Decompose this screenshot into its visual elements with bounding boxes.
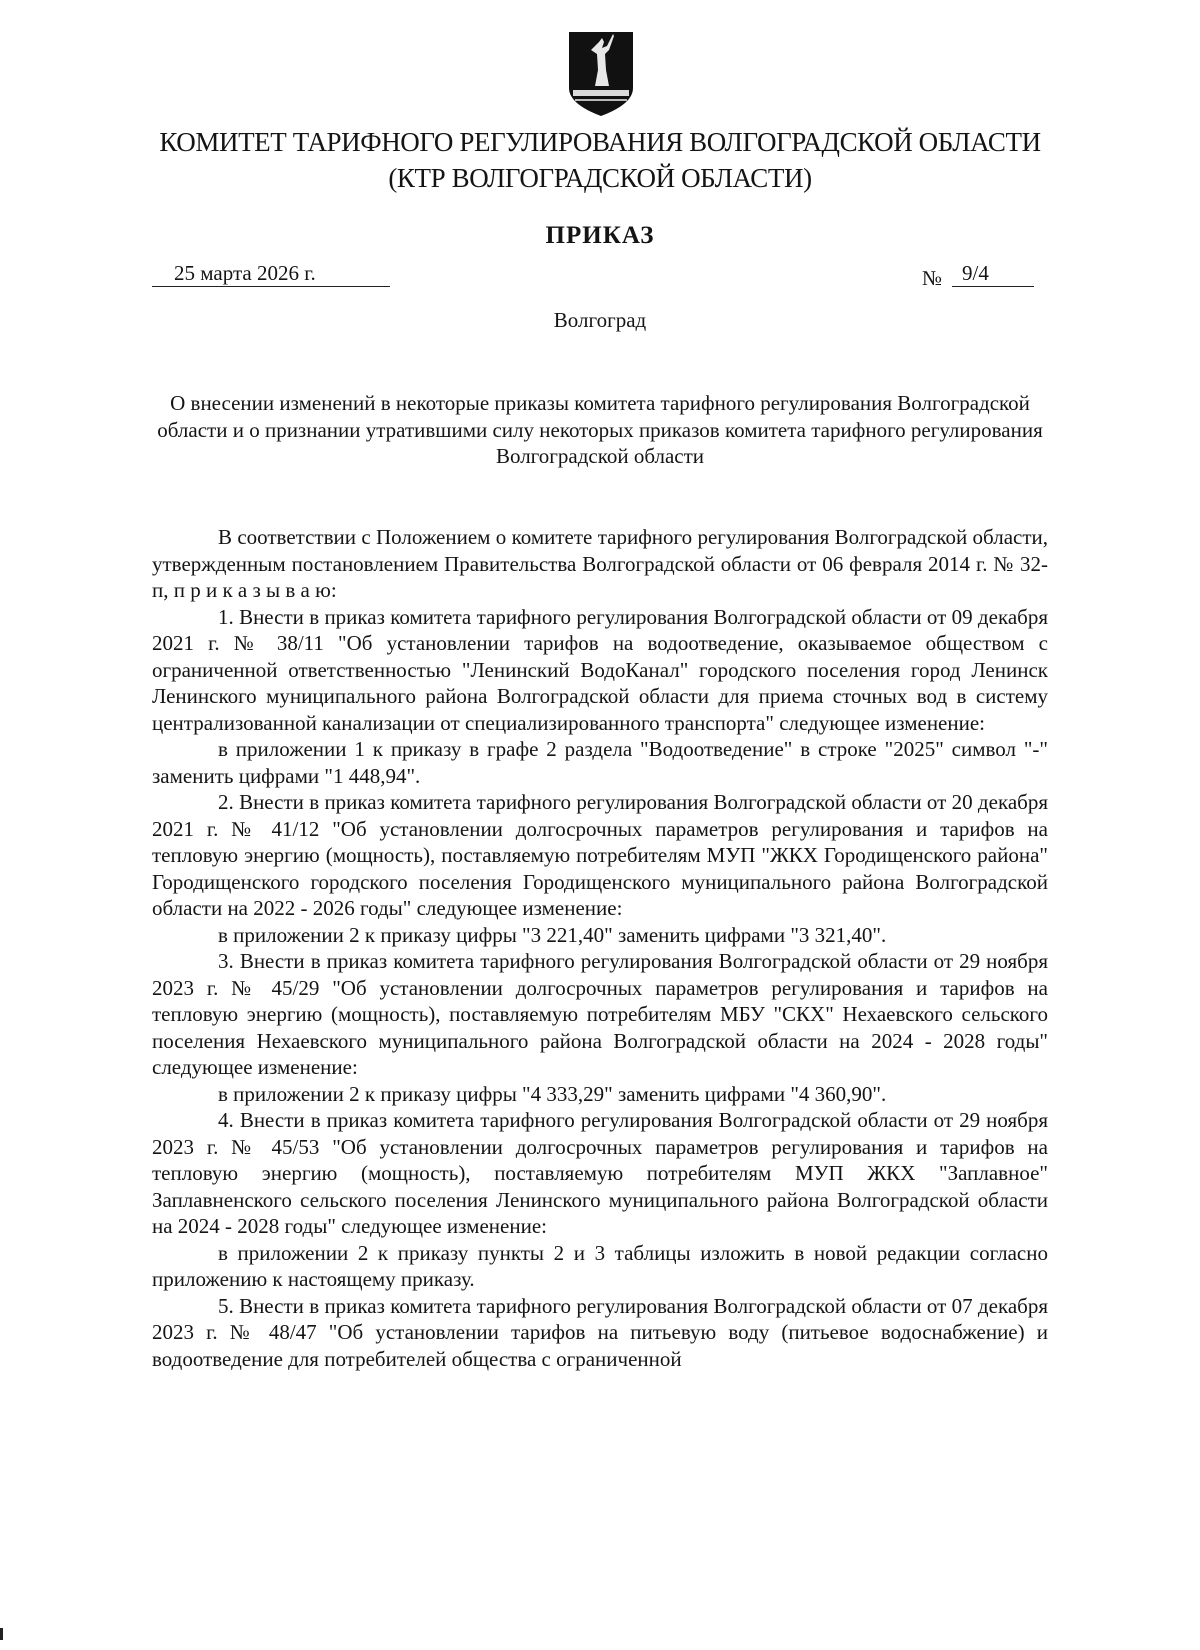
paragraph-item-1: 1. Внести в приказ комитета тарифного регулирования Волгоградской области от 09 декабря 2021 г. № 38/11 "Об установлении тарифов на водоотведение, оказываемое обществом с ограниченной ответственностью "Ленинский ВодоКанал" городского поселения город Ленинск Ленинского муниципального района Волгоградской области для приема сточных вод в систему централизованной канализации от специализированного транспорта" следующее изменение:: [152, 604, 1048, 735]
organization-name: КОМИТЕТ ТАРИФНОГО РЕГУЛИРОВАНИЯ ВОЛГОГРАДСКОЙ ОБЛАСТИ: [159, 127, 1041, 157]
paragraph-item-4: 4. Внести в приказ комитета тарифного регулирования Волгоградской области от 29 ноября 2023 г. № 45/53 "Об установлении долгосрочных параметров регулирования и тарифов на тепловую энергию (мощность), поставляемую потребителям МУП ЖКХ "Заплавное" Заплавненского сельского поселения Ленинского муниципального района Волгоградской области на 2024 - 2028 годы" следующее изменение:: [152, 1108, 1048, 1238]
document-body: [152, 524, 1048, 1372]
paragraph-preamble: В соответствии с Положением о комитете тарифного регулирования Волгоградской области, утвержденным постановлением Правительства Волгоградской области от 06 февраля 2014 г. № 32-п, п р и к а з ы в а ю:: [152, 525, 1048, 602]
paragraph-item-3-change: в приложении 2 к приказу цифры "4 333,29" заменить цифрами "4 360,90".: [218, 1081, 887, 1106]
document-number: 9/4: [952, 260, 1034, 287]
paragraph-item-1-change: в приложении 1 к приказу в графе 2 раздела "Водоотведение" в строке "2025" символ "-" заменить цифрами "1 448,94".: [152, 737, 1048, 788]
paragraph-item-2-change: в приложении 2 к приказу цифры "3 221,40" заменить цифрами "3 321,40".: [218, 922, 887, 947]
paragraph-item-4-change: в приложении 2 к приказу пункты 2 и 3 таблицы изложить в новой редакции согласно приложению к настоящему приказу.: [152, 1240, 1048, 1291]
paragraph-item-2: 2. Внести в приказ комитета тарифного регулирования Волгоградской области от 20 декабря 2021 г. № 41/12 "Об установлении долгосрочных параметров регулирования и тарифов на тепловую энергию (мощность), поставляемую потребителям МУП "ЖКХ Городищенского района" Городищенского городского поселения Городищенского муниципального района Волгоградской области на 2022 - 2026 годы" следующее изменение:: [152, 790, 1048, 920]
document-city: Волгоград: [553, 308, 647, 332]
coat-of-arms-icon: [565, 30, 637, 120]
document-date: 25 марта 2026 г.: [152, 260, 390, 287]
scan-edge-mark: [0, 1628, 3, 1640]
document-type-title: ПРИКАЗ: [545, 222, 655, 249]
document-number-label: №: [922, 266, 943, 290]
paragraph-item-5: 5. Внести в приказ комитета тарифного регулирования Волгоградской области от 07 декабря 2023 г. № 48/47 "Об установлении тарифов на питьевую воду (питьевое водоснабжение) и водоотведение для потребителей общества с ограниченной: [152, 1293, 1048, 1371]
paragraph-item-3: 3. Внести в приказ комитета тарифного регулирования Волгоградской области от 29 ноября 2023 г. № 45/29 "Об установлении долгосрочных параметров регулирования и тарифов на тепловую энергию (мощность), поставляемую потребителям МБУ "СКХ" Нехаевского сельского поселения Нехаевского муниципального района Волгоградской области на 2024 - 2028 годы" следующее изменение:: [152, 949, 1048, 1079]
document-subject: О внесении изменений в некоторые приказы комитета тарифного регулирования Волгоградской области и о признании утратившими силу некоторых приказов комитета тарифного регулирования Волгоградской области: [157, 391, 1043, 468]
organization-short-name: (КТР ВОЛГОГРАДСКОЙ ОБЛАСТИ): [388, 163, 812, 193]
